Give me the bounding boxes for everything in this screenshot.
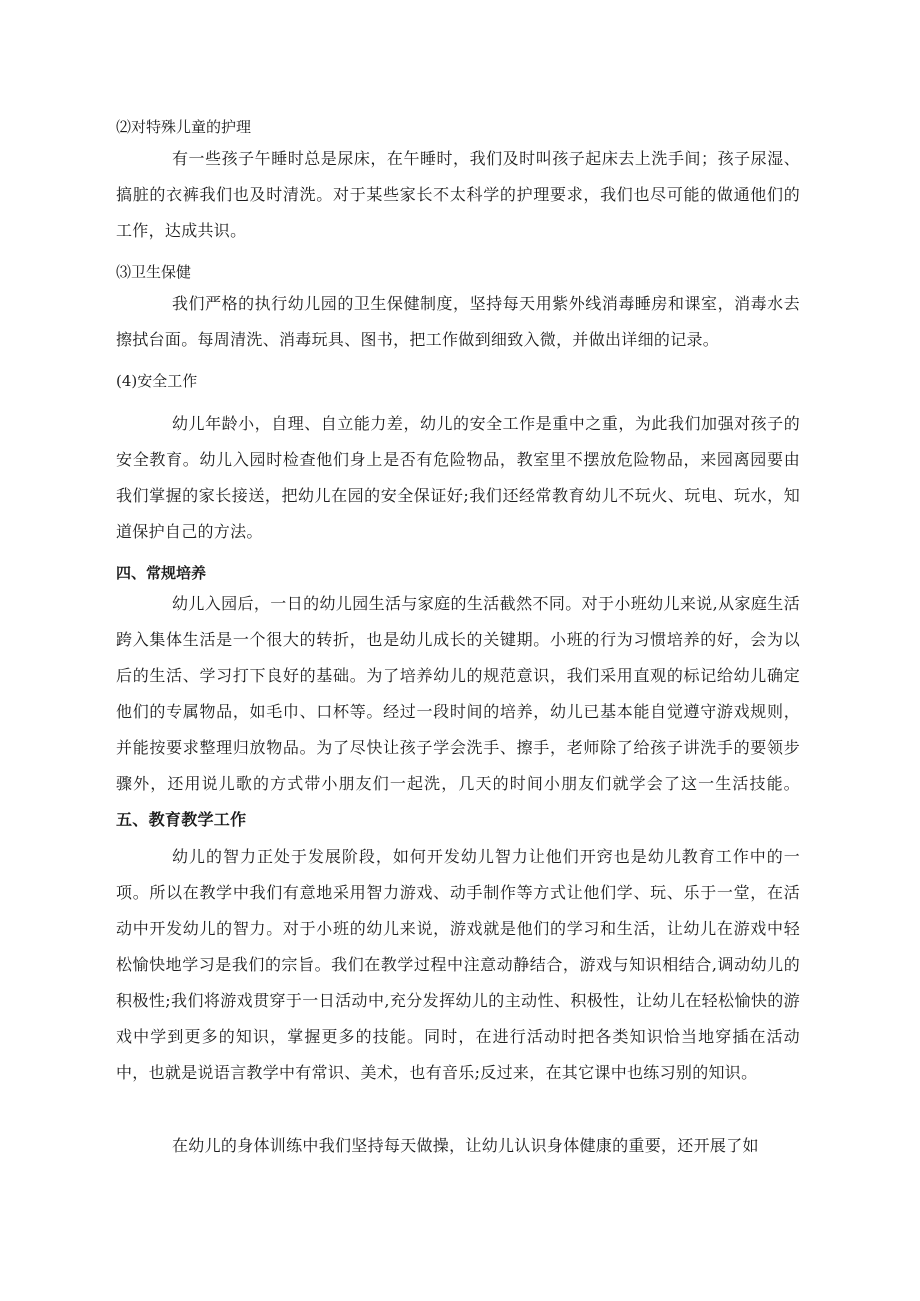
heading-hygiene: ⑶卫生保健 xyxy=(116,263,192,281)
paragraph-routine xyxy=(116,586,800,838)
heading-teaching: 五、教育教学工作 xyxy=(116,810,247,829)
paragraph-hygiene: 我们严格的执行幼儿园的卫生保健制度，坚持每天用紫外线消毒睡房和课室，消毒水去擦拭台面。每周清洗、消毒玩具、图书，把工作做到细致入微，并做出详细的记录。 xyxy=(116,294,800,349)
paragraph-special-care: 有一些孩子午睡时总是尿床，在午睡时，我们及时叫孩子起床去上洗手间；孩子尿湿、搞脏的衣裤我们也及时清洗。对于某些家长不太科学的护理要求，我们也尽可能的做通他们的工作，达成共识。 xyxy=(116,149,800,240)
heading-special-care: ⑵对特殊儿童的护理 xyxy=(116,118,252,136)
heading-routine: 四、常规培养 xyxy=(116,564,207,582)
paragraph-teaching-physical: 在幼儿的身体训练中我们坚持每天做操，让幼儿认识身体健康的重要，还开展了如 xyxy=(172,1136,759,1155)
heading-safety: (4)安全工作 xyxy=(116,372,198,390)
paragraph-teaching-intellect: 幼儿的智力正处于发展阶段，如何开发幼儿智力让他们开窍也是幼儿教育工作中的一项。所以在教学中我们有意地采用智力游戏、动手制作等方式让他们学、玩、乐于一堂，在活动中开发幼儿的智力。对于小班的幼儿来说，游戏就是他们的学习和生活，让幼儿在游戏中轻松愉快地学习是我们的宗旨。我们在教学过程中注意动静结合，游戏与知识相结合,调动幼儿的积极性;我们将游戏贯穿于一日活动中,充分发挥幼儿的主动性、积极性，让幼儿在轻松愉快的游戏中学到更多的知识，掌握更多的技能。同时，在进行活动时把各类知识恰当地穿插在活动中，也就是说语言教学中有常识、美术，也有音乐;反过来，在其它课中也练习别的知识。 xyxy=(116,847,800,1082)
paragraph-routine-text: 幼儿入园后，一日的幼儿园生活与家庭的生活截然不同。对于小班幼儿来说,从家庭生活跨入集体生活是一个很大的转折，也是幼儿成长的关键期。小班的行为习惯培养的好，会为以后的生活、学习打下良好的基础。为了培养幼儿的规范意识，我们采用直观的标记给幼儿确定他们的专属物品，如毛巾、口杯等。经过一段时间的培养，幼儿已基本能自觉遵守游戏规则，并能按要求整理归放物品。为了尽快让孩子学会洗手、擦手，老师除了给孩子讲洗手的要领步骤外，还用说儿歌的方式带小朋友们一起洗，几天的时间小朋友们就学会了这一生活技能。 xyxy=(116,594,800,793)
paragraph-safety: 幼儿年龄小，自理、自立能力差，幼儿的安全工作是重中之重，为此我们加强对孩子的安全教育。幼儿入园时检查他们身上是否有危险物品，教室里不摆放危险物品，来园离园要由我们掌握的家长接送，把幼儿在园的安全保证好;我们还经常教育幼儿不玩火、玩电、玩水，知道保护自己的方法。 xyxy=(116,414,800,541)
